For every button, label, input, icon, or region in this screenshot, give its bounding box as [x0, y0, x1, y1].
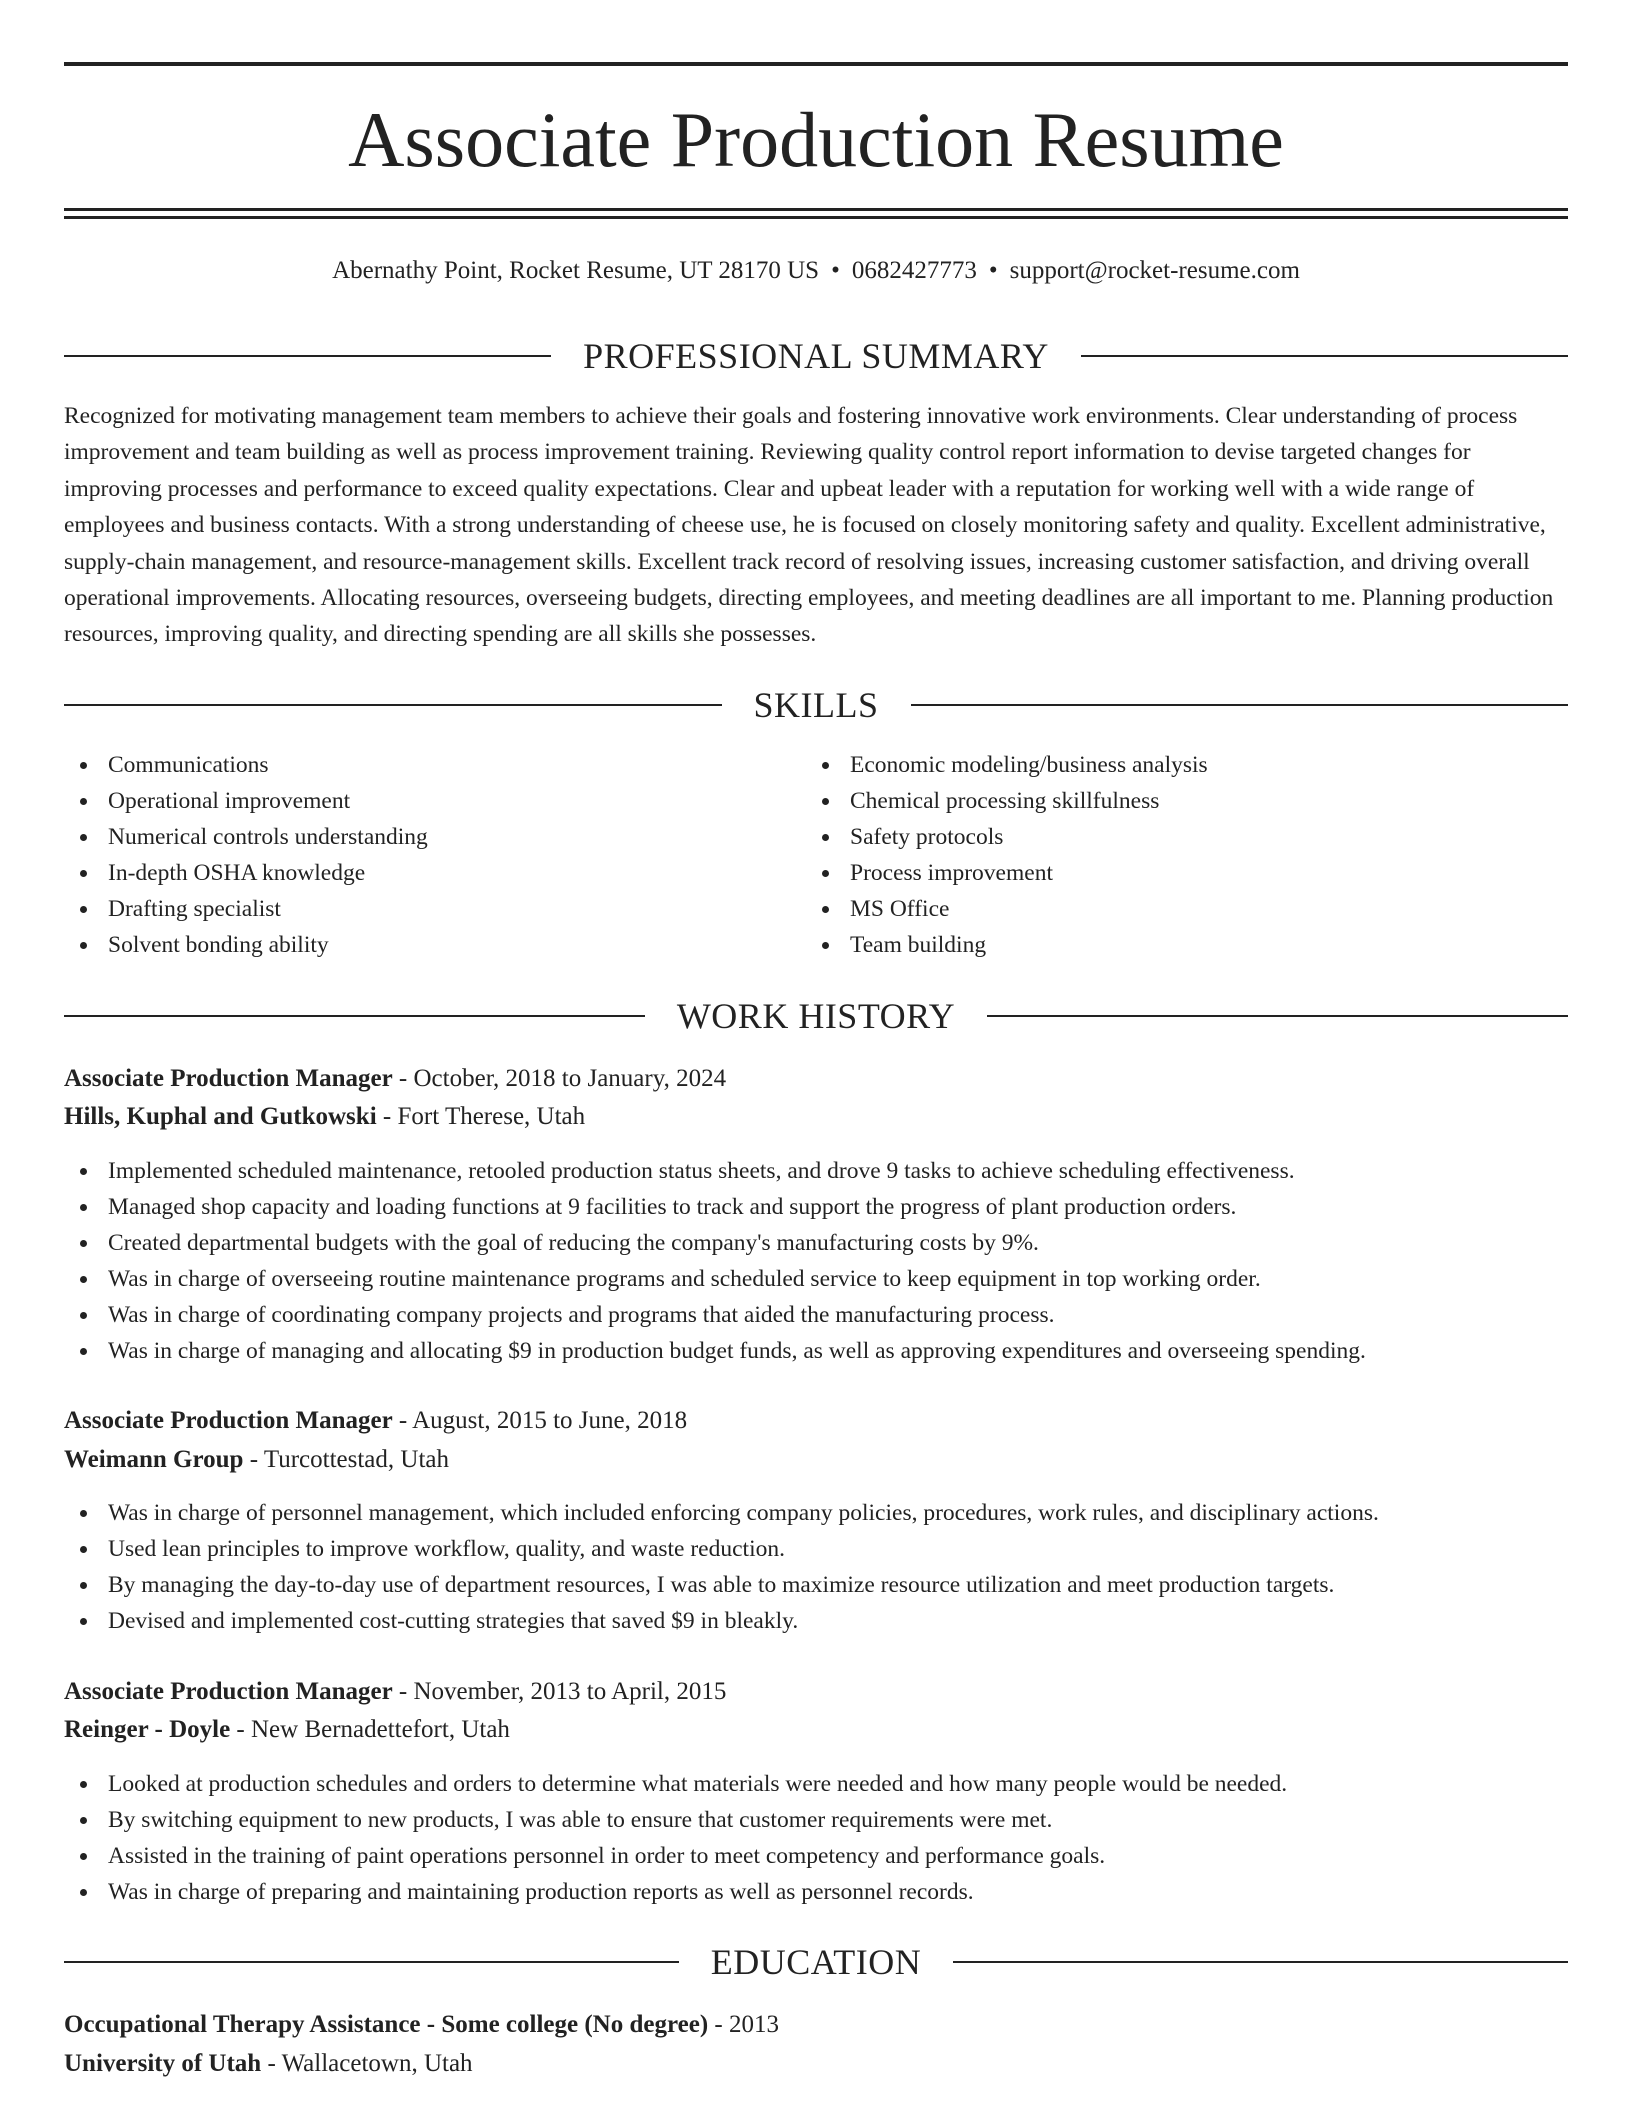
job-title-line	[64, 1674, 726, 1710]
section-rule-left	[64, 355, 551, 357]
section-rule-left	[64, 1015, 645, 1017]
education-school: University of Utah	[64, 2050, 262, 2077]
job-company: Reinger - Doyle	[64, 1716, 231, 1743]
skill-item: Solvent bonding ability	[64, 927, 428, 963]
job-bullets	[64, 1766, 1287, 1910]
job-dates: - August, 2015 to June, 2018	[392, 1407, 688, 1434]
job-bullets	[64, 1495, 1379, 1639]
contact-email: support@rocket-resume.com	[1009, 257, 1300, 284]
education-year: - 2013	[708, 2011, 779, 2038]
education-degree: Occupational Therapy Assistance - Some college (No degree)	[64, 2011, 709, 2038]
resume-title: Associate Production Resume	[348, 96, 1284, 183]
contact-separator: •	[988, 257, 998, 284]
section-header-summary	[64, 334, 1568, 378]
section-header-skills	[64, 683, 1568, 727]
skills-list-left	[64, 747, 428, 963]
skill-item: Team building	[806, 927, 1208, 963]
job-company-line	[64, 1442, 449, 1478]
job-company: Weimann Group	[64, 1446, 244, 1473]
job-dates: - October, 2018 to January, 2024	[392, 1065, 727, 1092]
section-rule-right	[911, 704, 1569, 706]
section-rule-left	[64, 1961, 679, 1963]
job-bullets	[64, 1153, 1366, 1369]
job-bullet: Created departmental budgets with the goal of reducing the company's manufacturing costs by 9%.	[64, 1225, 1366, 1261]
contact-separator: •	[831, 257, 840, 284]
top-rule	[64, 62, 1568, 66]
contact-line	[64, 254, 1568, 288]
job-bullet: Was in charge of personnel management, which included enforcing company policies, procedures, work rules, and disciplinary actions.	[64, 1495, 1379, 1531]
job-company-line	[64, 1099, 585, 1135]
section-title: SKILLS	[753, 685, 879, 725]
job-company-line	[64, 1712, 510, 1748]
skill-item: Drafting specialist	[64, 891, 428, 927]
section-rule-right	[1081, 355, 1568, 357]
contact-phone: 0682427773	[851, 257, 977, 284]
job-company: Hills, Kuphal and Gutkowski	[64, 1103, 377, 1130]
title-double-rule-upper	[64, 208, 1568, 211]
job-bullet: Was in charge of preparing and maintaining production reports as well as personnel records.	[64, 1874, 1287, 1910]
section-header-education	[64, 1940, 1568, 1984]
job-location: - New Bernadettefort, Utah	[230, 1716, 510, 1743]
job-bullet: Managed shop capacity and loading functions at 9 facilities to track and support the progress of plant production orders.	[64, 1189, 1366, 1225]
skill-item: Numerical controls understanding	[64, 819, 428, 855]
section-title: PROFESSIONAL SUMMARY	[583, 336, 1049, 376]
job-bullet: By managing the day-to-day use of department resources, I was able to maximize resource utilization and meet production targets.	[64, 1567, 1379, 1603]
job-bullet: Devised and implemented cost-cutting strategies that saved $9 in bleakly.	[64, 1603, 1379, 1639]
job-title: Associate Production Manager	[64, 1678, 393, 1705]
job-title: Associate Production Manager	[64, 1065, 393, 1092]
skill-item: Process improvement	[806, 855, 1208, 891]
education-school-line	[64, 2046, 473, 2082]
title-double-rule-lower	[64, 216, 1568, 219]
contact-address: Abernathy Point, Rocket Resume, UT 28170 US	[332, 257, 820, 284]
job-location: - Turcottestad, Utah	[243, 1446, 449, 1473]
section-rule-left	[64, 704, 722, 706]
section-rule-right	[953, 1961, 1568, 1963]
job-bullet: Was in charge of overseeing routine maintenance programs and scheduled service to keep equipment in top working order.	[64, 1261, 1366, 1297]
job-bullet: Was in charge of coordinating company projects and programs that aided the manufacturing process.	[64, 1297, 1366, 1333]
education-location: - Wallacetown, Utah	[261, 2050, 473, 2077]
section-title: EDUCATION	[710, 1942, 922, 1982]
skills-list-right	[806, 747, 1208, 963]
skill-item: Safety protocols	[806, 819, 1208, 855]
skill-item: Operational improvement	[64, 783, 428, 819]
skill-item: Communications	[64, 747, 428, 783]
job-dates: - November, 2013 to April, 2015	[392, 1678, 727, 1705]
job-bullet: Implemented scheduled maintenance, retooled production status sheets, and drove 9 tasks to achieve scheduling effectiveness.	[64, 1153, 1366, 1189]
job-bullet: Used lean principles to improve workflow, quality, and waste reduction.	[64, 1531, 1379, 1567]
section-rule-right	[987, 1015, 1568, 1017]
job-bullet: By switching equipment to new products, I was able to ensure that customer requirements were met.	[64, 1802, 1287, 1838]
skill-item: Chemical processing skillfulness	[806, 783, 1208, 819]
summary-paragraph: Recognized for motivating management team members to achieve their goals and fostering innovative work environments. Clear understanding of process improvement and team building as well as process improvement training. Reviewing quality control report information to devise targeted changes for improving processes and performance to exceed quality expectations. Clear and upbeat leader with a reputation for working well with a wide range of employees and business contacts. With a strong understanding of cheese use, he is focused on closely monitoring safety and quality. Excellent administrative, supply-chain management, and resource-management skills. Excellent track record of resolving issues, increasing customer satisfaction, and driving overall operational improvements. Allocating resources, overseeing budgets, directing employees, and meeting deadlines are all important to me. Planning production resources, improving quality, and directing spending are all skills she possesses.	[64, 403, 1554, 648]
job-bullet: Was in charge of managing and allocating $9 in production budget funds, as well as approving expenditures and overseeing spending.	[64, 1333, 1366, 1369]
job-title-line	[64, 1403, 687, 1439]
job-bullet: Assisted in the training of paint operations personnel in order to meet competency and performance goals.	[64, 1838, 1287, 1874]
skill-item: In-depth OSHA knowledge	[64, 855, 428, 891]
skill-item: MS Office	[806, 891, 1208, 927]
section-header-work-history	[64, 994, 1568, 1038]
job-bullet: Looked at production schedules and orders to determine what materials were needed and how many people would be needed.	[64, 1766, 1287, 1802]
skill-item: Economic modeling/business analysis	[806, 747, 1208, 783]
job-title-line	[64, 1061, 726, 1097]
education-degree-line	[64, 2007, 779, 2043]
section-title: WORK HISTORY	[676, 996, 956, 1036]
job-title: Associate Production Manager	[64, 1407, 393, 1434]
job-location: - Fort Therese, Utah	[376, 1103, 586, 1130]
